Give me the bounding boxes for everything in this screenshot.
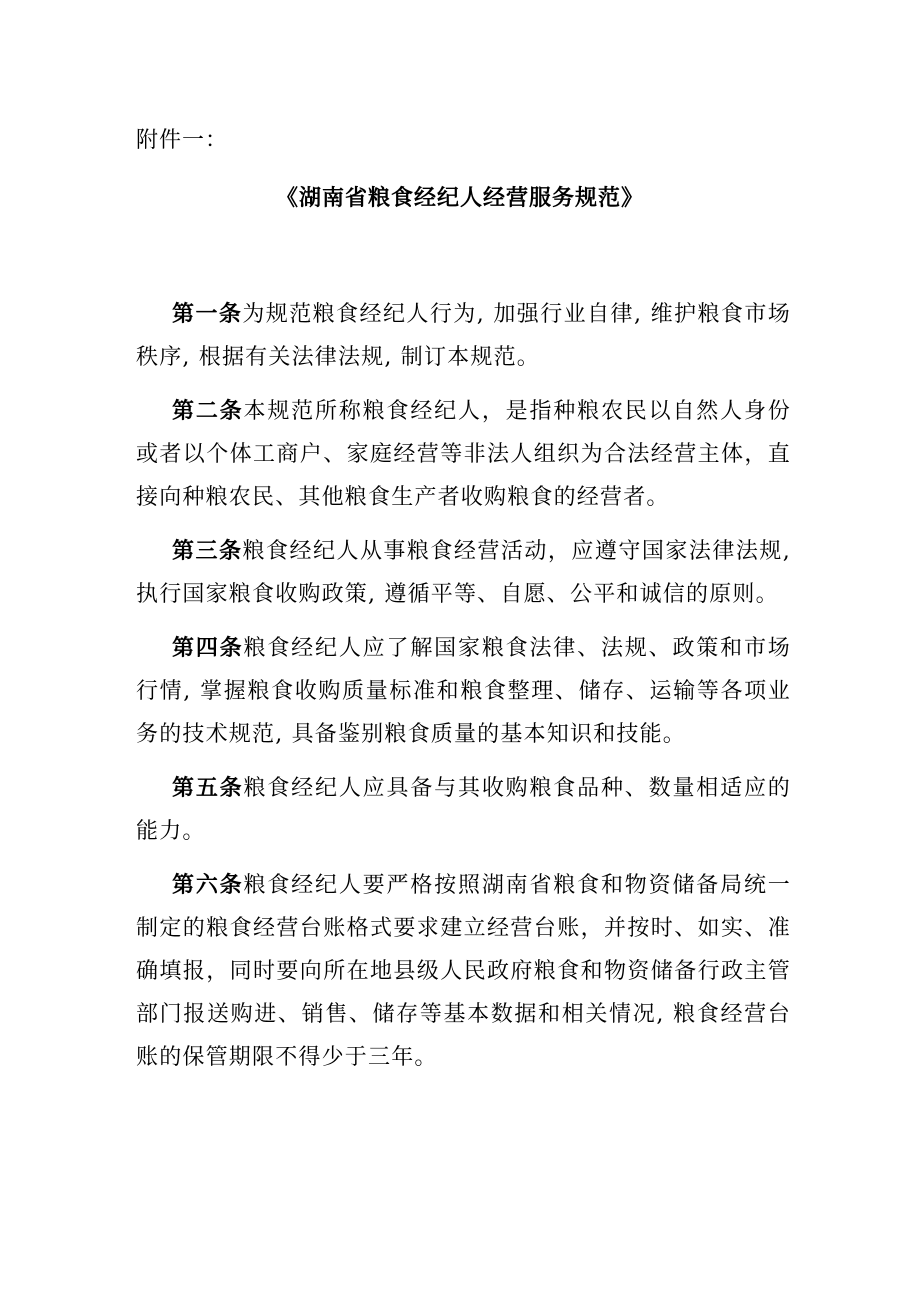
article-1	[136, 293, 791, 379]
article-text: 粮食经纪人应具备与其收购粮食品种、数量相适应的能力。	[136, 776, 791, 844]
article-number: 第四条	[172, 635, 244, 661]
article-6	[136, 864, 791, 1079]
article-2	[136, 390, 791, 519]
article-text: 为规范粮食经纪人行为, 加强行业自律, 维护粮食市场秩序, 根据有关法律法规, 制订本规范。	[136, 302, 791, 370]
article-3	[136, 530, 791, 616]
article-4	[136, 627, 791, 756]
article-number: 第六条	[172, 872, 244, 898]
document-title: 《湖南省粮食经纪人经营服务规范》	[275, 185, 644, 211]
article-number: 第五条	[172, 775, 244, 801]
article-number: 第三条	[172, 538, 243, 564]
attachment-label: 附件一：	[136, 128, 229, 153]
article-number: 第二条	[172, 398, 244, 424]
article-text: 粮食经纪人要严格按照湖南省粮食和物资储备局统一制定的粮食经营台账格式要求建立经营台账，并按时、如实、准确填报，同时要向所在地县级人民政府粮食和物资储备行政主管部门报送购进、销售、储存等基本数据和相关情况, 粮食经营台账的保管期限不得少于三年。	[136, 873, 791, 1070]
article-number: 第一条	[172, 301, 243, 327]
article-5	[136, 767, 791, 853]
article-text: 本规范所称粮食经纪人，是指种粮农民以自然人身份或者以个体工商户、家庭经营等非法人组织为合法经营主体，直接向种粮农民、其他粮食生产者收购粮食的经营者。	[136, 399, 791, 510]
article-text: 粮食经纪人从事粮食经营活动，应遵守国家法律法规, 执行国家粮食收购政策, 遵循平等、自愿、公平和诚信的原则。	[136, 539, 791, 607]
article-list	[136, 293, 791, 1090]
article-text: 粮食经纪人应了解国家粮食法律、法规、政策和市场行情, 掌握粮食收购质量标准和粮食整理、储存、运输等各项业务的技术规范, 具备鉴别粮食质量的基本知识和技能。	[136, 636, 791, 747]
